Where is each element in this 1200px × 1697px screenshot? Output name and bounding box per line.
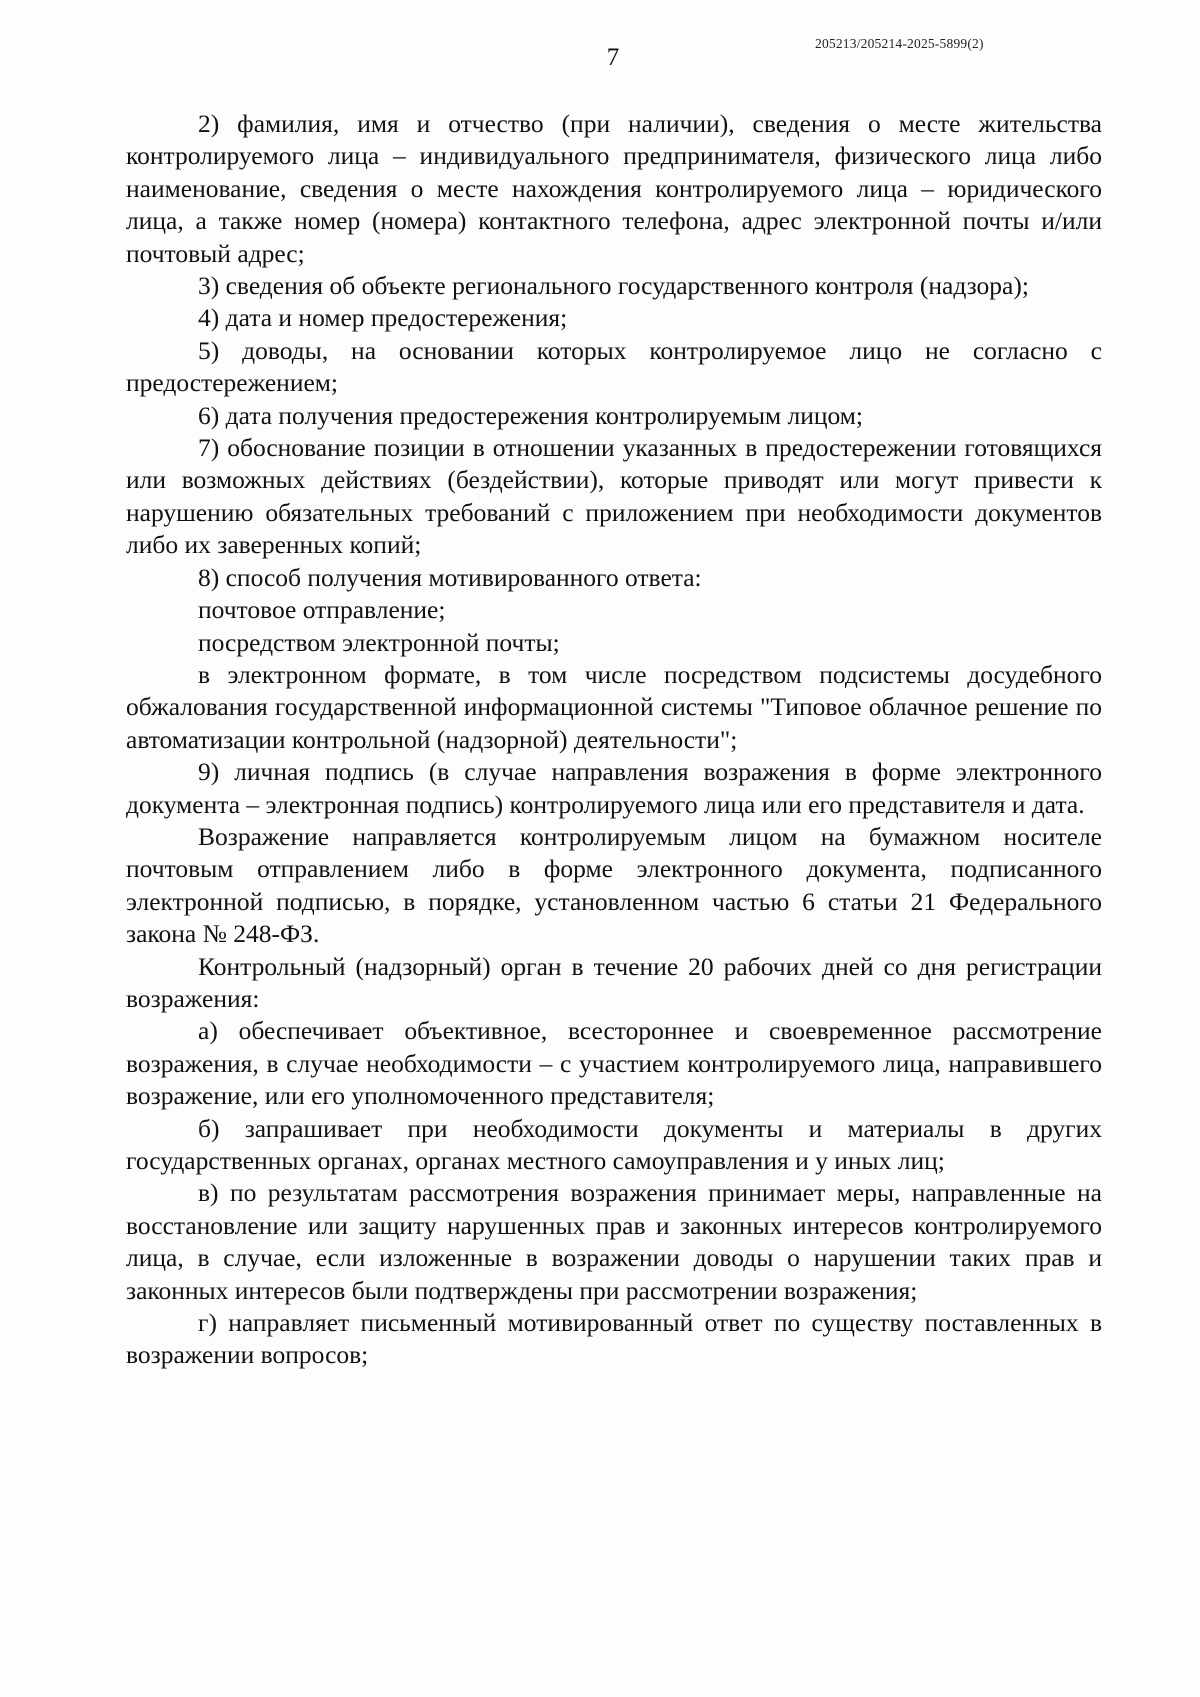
paragraph-item-7-position-justification: 7) обоснование позиции в отношении указанных в предостережении готовящихся или возможных действиях (бездействии), которые приводят или могут привести к нарушению обязательных требований с приложением при необходимости документов либо их заверенных копий; [126, 433, 1102, 560]
paragraph-objection-submission: Возражение направляется контролируемым лицом на бумажном носителе почтовым отправлением либо в форме электронного документа, подписанного электронной подписью, в порядке, установленном частью 6 статьи 21 Федерального закона № 248-ФЗ. [126, 821, 1102, 949]
paragraph-item-8-response-method: 8) способ получения мотивированного ответа: [198, 562, 702, 592]
paragraph-obligation-b: б) запрашивает при необходимости документы и материалы в других государственных органах, органах местного самоуправления и у иных лиц; [126, 1113, 1102, 1175]
paragraph-item-5-arguments: 5) доводы, на основании которых контролируемое лицо не согласно с предостережением; [126, 335, 1102, 398]
paragraph-item-4-warning-date-number: 4) дата и номер предостережения; [198, 303, 568, 333]
paragraph-option-postal: почтовое отправление; [198, 595, 446, 625]
paragraph-obligation-v: в) по результатам рассмотрения возражения принимает меры, направленные на восстановление или защиту нарушенных прав и законных интересов контролируемого лица, в случае, если изложенные в возражении доводы о нарушении таких прав и законных интересов были подтверждены при рассмотрении возражения; [126, 1178, 1102, 1305]
page-number: 7 [606, 44, 620, 71]
paragraph-option-email: посредством электронной почты; [198, 627, 560, 657]
paragraph-option-electronic-format: в электронном формате, в том числе посредством подсистемы досудебного обжалования государственной информационной системы "Типовое облачное решение по автоматизации контрольной (надзорной) деятельности"; [126, 659, 1102, 754]
document-body [126, 108, 1102, 1372]
paragraph-item-6-receipt-date: 6) дата получения предостережения контролируемым лицом; [198, 400, 863, 430]
paragraph-item-9-signature: 9) личная подпись (в случае направления возражения в форме электронного документа – электронная подпись) контролируемого лица или его представителя и дата. [126, 757, 1102, 819]
document-registration-number: 205213/205214-2025-5899(2) [815, 36, 984, 51]
paragraph-item-3-control-object: 3) сведения об объекте регионального государственного контроля (надзора); [198, 271, 1029, 301]
paragraph-authority-obligations: Контрольный (надзорный) орган в течение 20 рабочих дней со дня регистрации возражения: [126, 951, 1102, 1013]
paragraph-obligation-a: а) обеспечивает объективное, всестороннее и своевременное рассмотрение возражения, в случае необходимости – с участием контролируемого лица, направившего возражение, или его уполномоченного представителя; [126, 1016, 1102, 1111]
paragraph-item-2-applicant-details: 2) фамилия, имя и отчество (при наличии), сведения о месте жительства контролируемого лица – индивидуального предпринимателя, физического лица либо наименование, сведения о месте нахождения контролируемого лица – юридического лица, а также номер (номера) контактного телефона, адрес электронной почты и/или почтовый адрес; [126, 109, 1102, 268]
paragraph-obligation-g: г) направляет письменный мотивированный ответ по существу поставленных в возражении вопросов; [126, 1308, 1102, 1370]
